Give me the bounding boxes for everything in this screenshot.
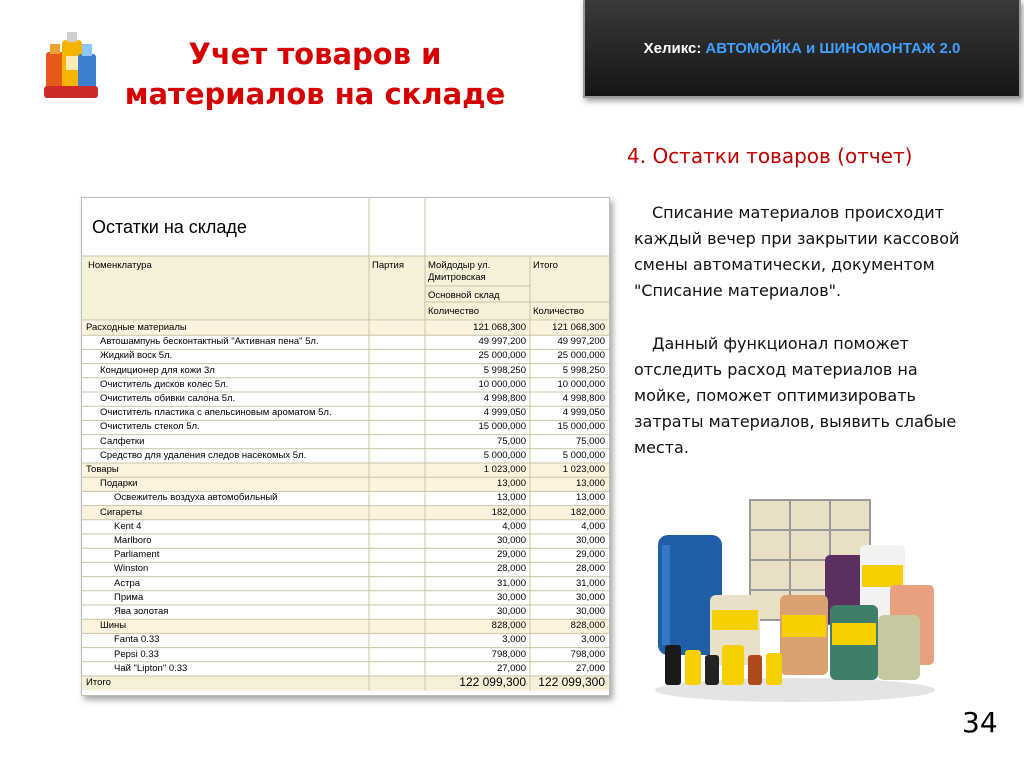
row-total: 49 997,200 [557, 336, 605, 348]
row-total: 798,000 [570, 648, 605, 660]
row-total: 4 999,050 [562, 407, 605, 419]
row-name: Kent 4 [114, 520, 142, 532]
report-title: Остатки на складе [92, 217, 247, 237]
row-value: 49 997,200 [478, 336, 526, 348]
row-total: 13,000 [575, 478, 605, 490]
product-banner [583, 0, 1021, 98]
row-value: 5 000,000 [483, 449, 526, 461]
row-value: 31,000 [496, 577, 526, 589]
row-value: 4,000 [502, 520, 526, 532]
cleaning-products-icon [40, 30, 102, 102]
footer-label: Итого [86, 677, 111, 688]
row-name: Очиститель дисков колес 5л. [100, 378, 229, 390]
row-name: Fanta 0.33 [114, 634, 160, 646]
row-total: 25 000,000 [557, 350, 605, 362]
row-total: 31,000 [575, 577, 605, 589]
row-value: 15 000,000 [478, 421, 526, 433]
row-total: 30,000 [575, 591, 605, 603]
row-value: 182,000 [491, 506, 526, 518]
row-total: 121 068,300 [552, 322, 605, 333]
row-total: 13,000 [575, 492, 605, 504]
row-name: Подарки [100, 478, 138, 490]
slide-title [115, 34, 515, 114]
row-name: Очиститель обивки салона 5л. [100, 393, 236, 404]
col-header-warehouse: Мойдодыр ул. Дмитровская [428, 260, 491, 283]
row-total: 75,000 [575, 435, 605, 447]
row-total: 5 000,000 [562, 449, 605, 461]
col-header-subwarehouse: Основной склад [428, 290, 500, 301]
row-value: 30,000 [496, 606, 526, 617]
row-total: 30,000 [575, 535, 605, 546]
row-value: 798,000 [491, 648, 526, 660]
row-name: Pepsi 0.33 [114, 648, 159, 660]
row-name: Сигареты [100, 506, 143, 518]
row-total: 1 023,000 [562, 464, 605, 475]
row-name: Расходные материалы [86, 322, 187, 333]
paragraph-writeoff: Списание материалов происходит каждый вечер при закрытии кассовой смены автоматически, документом "Списание материалов". [634, 203, 960, 300]
row-total: 10 000,000 [557, 378, 605, 390]
row-value: 13,000 [496, 478, 526, 490]
col-header-batch: Партия [372, 260, 404, 271]
row-value: 28,000 [496, 563, 526, 575]
col-header-qty2: Количество [533, 306, 585, 317]
footer-total: 122 099,300 [538, 675, 605, 689]
row-total: 4,000 [581, 520, 605, 532]
row-name: Parliament [114, 549, 160, 561]
row-total: 15 000,000 [557, 421, 605, 433]
row-value: 13,000 [496, 492, 526, 504]
row-name: Кондиционер для кожи 3л [100, 364, 215, 376]
row-name: Салфетки [100, 435, 145, 447]
row-value: 828,000 [491, 620, 526, 632]
banner-prefix: Хеликс: [643, 39, 702, 57]
row-name: Очиститель пластика с апельсиновым ароматом 5л. [100, 407, 332, 419]
row-name: Ява золотая [114, 606, 169, 617]
row-value: 4 998,800 [483, 393, 526, 404]
row-value: 1 023,000 [483, 464, 526, 475]
row-total: 29,000 [575, 549, 605, 561]
row-name: Очиститель стекол 5л. [100, 421, 200, 433]
row-name: Автошампунь бесконтактный "Активная пена" 5л. [100, 336, 319, 348]
slide-title-line1: Учет товаров и [188, 37, 442, 71]
banner-product: АВТОМОЙКА и ШИНОМОНТАЖ 2.0 [705, 39, 961, 57]
col-header-total: Итого [533, 260, 558, 271]
row-value: 25 000,000 [478, 350, 526, 362]
row-name: Астра [114, 577, 141, 589]
row-name: Чай "Lipton" 0.33 [114, 662, 188, 674]
row-name: Освежитель воздуха автомобильный [114, 492, 278, 504]
row-name: Прима [114, 591, 144, 603]
row-total: 28,000 [575, 563, 605, 575]
row-value: 75,000 [496, 435, 526, 447]
row-value: 27,000 [496, 662, 526, 674]
col-header-qty1: Количество [428, 306, 480, 317]
row-name: Winston [114, 563, 149, 575]
row-value: 5 998,250 [483, 364, 526, 376]
row-total: 828,000 [570, 620, 605, 632]
car-wash-chemicals-image [650, 495, 940, 705]
row-total: 182,000 [570, 506, 605, 518]
row-name: Marlboro [114, 535, 152, 546]
row-total: 5 998,250 [562, 364, 605, 376]
row-name: Товары [86, 464, 119, 475]
page-number: 34 [962, 706, 998, 739]
col-header-nomenclature: Номенклатура [88, 260, 152, 271]
row-value: 4 999,050 [483, 407, 526, 419]
row-value: 121 068,300 [473, 322, 526, 333]
row-name: Средство для удаления следов насекомых 5л. [100, 449, 307, 461]
row-value: 10 000,000 [478, 378, 526, 390]
slide-title-line2: материалов на складе [124, 77, 506, 111]
footer-value: 122 099,300 [459, 675, 526, 689]
section-title: 4. Остатки товаров (отчет) [627, 144, 913, 168]
paragraph-benefits: Данный функционал поможет отследить расход материалов на мойке, поможет оптимизировать затраты материалов, выявить слабые места. [634, 334, 957, 457]
row-value: 30,000 [496, 535, 526, 546]
row-name: Шины [100, 620, 127, 632]
row-total: 3,000 [581, 634, 605, 646]
row-name: Жидкий воск 5л. [100, 350, 173, 362]
row-value: 3,000 [502, 634, 526, 646]
row-value: 29,000 [496, 549, 526, 561]
row-total: 30,000 [575, 606, 605, 617]
row-total: 27,000 [575, 662, 605, 674]
stock-report [81, 197, 610, 696]
row-total: 4 998,800 [562, 393, 605, 404]
row-value: 30,000 [496, 591, 526, 603]
